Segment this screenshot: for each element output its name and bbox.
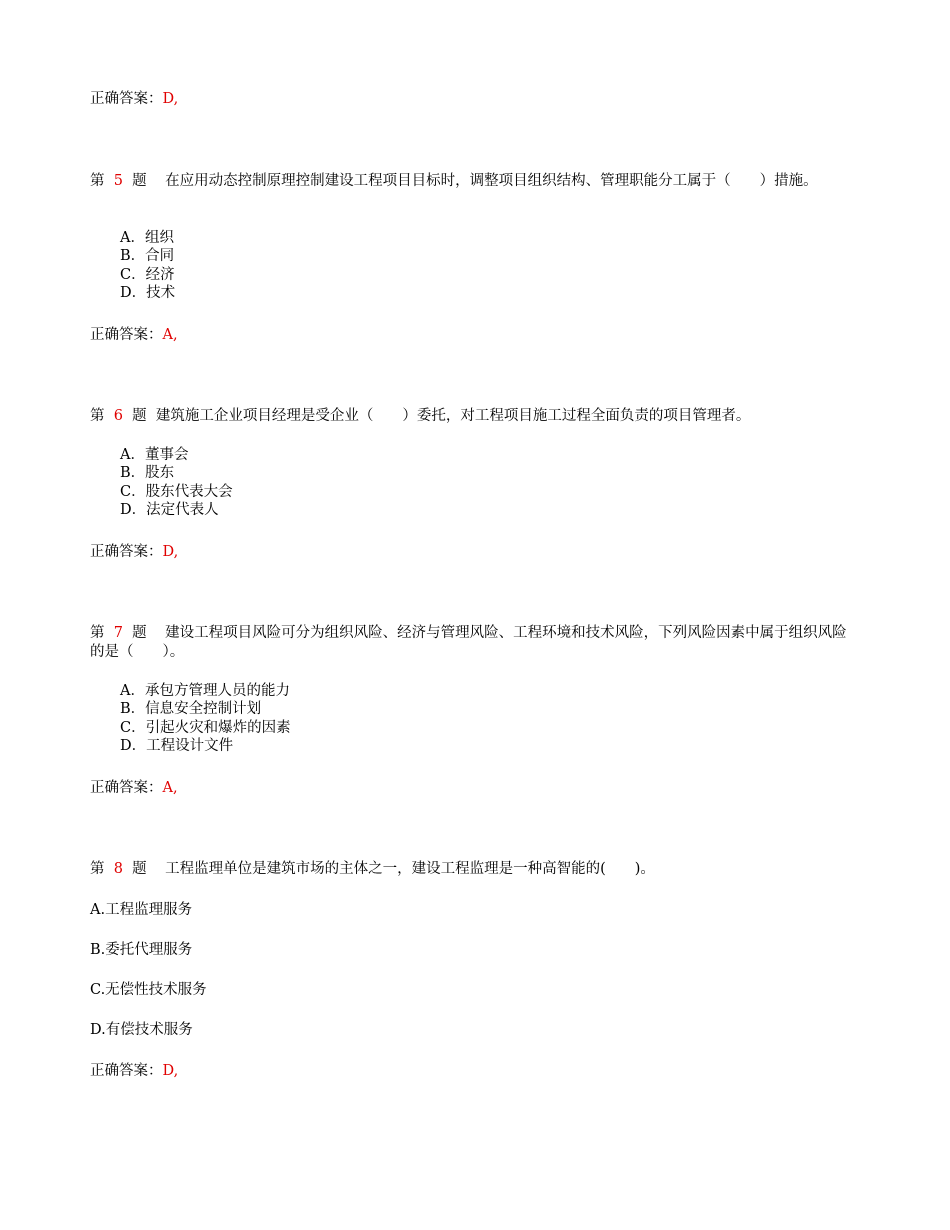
option-a: A．组织 — [120, 230, 174, 246]
answer-value: D, — [162, 91, 179, 107]
option-b: B.委托代理服务 — [90, 942, 193, 958]
option-a: A.工程监理服务 — [90, 902, 193, 918]
question-suffix: 题 — [132, 861, 147, 877]
answer-label: 正确答案： — [90, 780, 163, 796]
answer-line — [90, 326, 178, 345]
question-suffix: 题 — [132, 625, 147, 641]
answer-label: 正确答案： — [90, 1063, 163, 1079]
answer-label: 正确答案： — [90, 544, 163, 560]
question-suffix: 题 — [132, 408, 147, 424]
question-text: 工程监理单位是建筑市场的主体之一，建设工程监理是一种高智能的( )。 — [165, 861, 655, 877]
option-c: C．股东代表大会 — [120, 483, 233, 500]
answer-line — [90, 1062, 178, 1081]
question-8-stem — [90, 860, 860, 879]
option-c: C．经济 — [120, 266, 175, 283]
option-c: C．引起火灾和爆炸的因素 — [120, 719, 291, 736]
question-7-stem — [90, 624, 860, 662]
option-d: D．工程设计文件 — [120, 738, 234, 755]
option-d: D．法定代表人 — [120, 502, 219, 519]
question-number: 7 — [113, 625, 123, 641]
question-text: 建筑施工企业项目经理是受企业（ ）委托，对工程项目施工过程全面负责的项目管理者。 — [155, 408, 751, 424]
answer-value: A, — [162, 327, 178, 343]
option-a: A．承包方管理人员的能力 — [120, 683, 290, 699]
question-5-options — [120, 229, 175, 303]
question-suffix: 题 — [132, 173, 147, 189]
option-b: B．股东 — [120, 465, 175, 482]
option-d: D．技术 — [120, 285, 176, 302]
option-b: B．信息安全控制计划 — [120, 701, 262, 718]
answer-value: D, — [162, 544, 179, 560]
answer-line — [90, 90, 178, 109]
question-text: 建设工程项目风险可分为组织风险、经济与管理风险、工程环境和技术风险，下列风险因素中属于组织风险的是（ ）。 — [90, 625, 847, 660]
question-prefix: 第 — [90, 625, 105, 641]
question-5-stem — [90, 172, 860, 191]
answer-value: D, — [162, 1063, 179, 1079]
question-7-options — [120, 682, 291, 756]
option-a: A．董事会 — [120, 447, 189, 463]
answer-line — [90, 543, 178, 562]
answer-value: A, — [162, 780, 178, 796]
question-prefix: 第 — [90, 408, 105, 424]
option-c: C.无偿性技术服务 — [90, 982, 207, 998]
question-number: 5 — [113, 173, 123, 189]
answer-label: 正确答案： — [90, 91, 163, 107]
option-d: D.有偿技术服务 — [90, 1022, 193, 1038]
answer-line — [90, 779, 178, 798]
question-prefix: 第 — [90, 173, 105, 189]
question-prefix: 第 — [90, 861, 105, 877]
question-6-stem — [90, 407, 860, 426]
question-6-options — [120, 446, 233, 520]
question-number: 6 — [113, 408, 123, 424]
question-number: 8 — [113, 861, 123, 877]
answer-label: 正确答案： — [90, 327, 163, 343]
question-text: 在应用动态控制原理控制建设工程项目目标时，调整项目组织结构、管理职能分工属于（ ）措施。 — [165, 173, 818, 189]
option-b: B．合同 — [120, 248, 175, 265]
